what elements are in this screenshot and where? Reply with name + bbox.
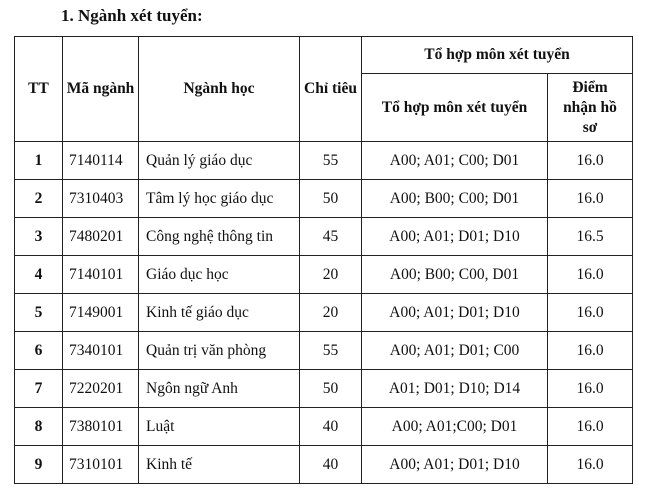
row-combo-cell: A00; A01; D01; D10: [362, 446, 548, 484]
row-code-cell: 7149001: [63, 294, 139, 332]
row-tt-cell: 3: [15, 218, 63, 256]
table-row: [15, 370, 633, 408]
row-combo-cell: A00; A01; C00; D01: [362, 142, 548, 180]
header-code: Mã ngành: [63, 37, 139, 142]
row-score-cell: 16.0: [548, 446, 633, 484]
row-combo-cell: A01; D01; D10; D14: [362, 370, 548, 408]
row-name-cell: Giáo dục học: [139, 256, 300, 294]
row-name-cell: Kinh tế: [139, 446, 300, 484]
header-tt: TT: [15, 37, 63, 142]
row-name-cell: Quản trị văn phòng: [139, 332, 300, 370]
row-name-cell: Kinh tế giáo dục: [139, 294, 300, 332]
table-row: [15, 256, 633, 294]
header-name: Ngành học: [139, 37, 300, 142]
header-quota: Chỉ tiêu: [300, 37, 362, 142]
row-name-cell: Quản lý giáo dục: [139, 142, 300, 180]
row-code-cell: 7310101: [63, 446, 139, 484]
row-score-cell: 16.0: [548, 370, 633, 408]
row-score-cell: 16.5: [548, 218, 633, 256]
table-row: [15, 142, 633, 180]
row-quota-cell: 50: [300, 180, 362, 218]
row-tt-cell: 2: [15, 180, 63, 218]
table-row: [15, 180, 633, 218]
row-score-cell: 16.0: [548, 142, 633, 180]
table-row: [15, 218, 633, 256]
row-code-cell: 7220201: [63, 370, 139, 408]
row-quota-cell: 40: [300, 408, 362, 446]
section-heading: 1. Ngành xét tuyển:: [61, 6, 203, 25]
row-quota-cell: 50: [300, 370, 362, 408]
row-combo-cell: A00; A01; D01; D10: [362, 294, 548, 332]
header-group: Tổ hợp môn xét tuyển: [362, 37, 633, 74]
row-tt-cell: 8: [15, 408, 63, 446]
row-quota-cell: 55: [300, 142, 362, 180]
row-tt-cell: 1: [15, 142, 63, 180]
row-combo-cell: A00; A01; D01; D10: [362, 218, 548, 256]
admissions-table: [14, 36, 633, 484]
row-score-cell: 16.0: [548, 294, 633, 332]
row-quota-cell: 55: [300, 332, 362, 370]
row-combo-cell: A00; B00; C00, D01: [362, 256, 548, 294]
row-quota-cell: 20: [300, 294, 362, 332]
header-score: Điểm nhận hồ sơ: [548, 74, 633, 142]
row-code-cell: 7140114: [63, 142, 139, 180]
row-score-cell: 16.0: [548, 408, 633, 446]
table-row: [15, 332, 633, 370]
table-row: [15, 446, 633, 484]
row-name-cell: Ngôn ngữ Anh: [139, 370, 300, 408]
table-row: [15, 408, 633, 446]
row-tt-cell: 7: [15, 370, 63, 408]
row-code-cell: 7140101: [63, 256, 139, 294]
row-combo-cell: A00; A01;C00; D01: [362, 408, 548, 446]
row-code-cell: 7310403: [63, 180, 139, 218]
row-code-cell: 7340101: [63, 332, 139, 370]
row-score-cell: 16.0: [548, 256, 633, 294]
row-combo-cell: A00; A01; D01; C00: [362, 332, 548, 370]
row-tt-cell: 6: [15, 332, 63, 370]
row-code-cell: 7480201: [63, 218, 139, 256]
row-score-cell: 16.0: [548, 332, 633, 370]
row-quota-cell: 45: [300, 218, 362, 256]
row-tt-cell: 5: [15, 294, 63, 332]
row-score-cell: 16.0: [548, 180, 633, 218]
row-code-cell: 7380101: [63, 408, 139, 446]
row-name-cell: Công nghệ thông tin: [139, 218, 300, 256]
row-quota-cell: 20: [300, 256, 362, 294]
row-tt-cell: 4: [15, 256, 63, 294]
header-combo: Tổ hợp môn xét tuyển: [362, 74, 548, 142]
row-name-cell: Tâm lý học giáo dục: [139, 180, 300, 218]
row-name-cell: Luật: [139, 408, 300, 446]
row-combo-cell: A00; B00; C00; D01: [362, 180, 548, 218]
row-quota-cell: 40: [300, 446, 362, 484]
table-row: [15, 294, 633, 332]
row-tt-cell: 9: [15, 446, 63, 484]
